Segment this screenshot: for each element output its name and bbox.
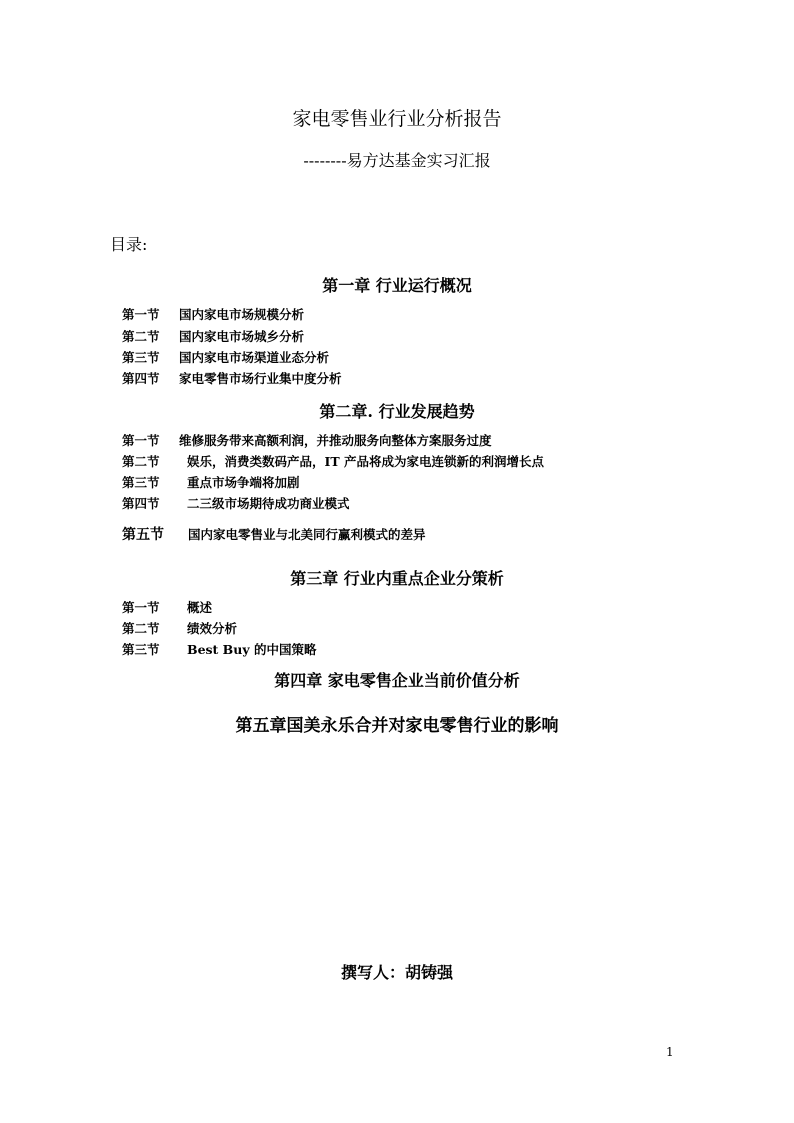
toc-section: [122, 348, 329, 366]
document-title: 家电零售业行业分析报告: [292, 108, 502, 130]
toc-section: [122, 369, 342, 387]
section-number: 第三节: [122, 642, 160, 657]
section-title: 二三级市场期待成功商业模式: [187, 496, 350, 511]
section-number: 第一节: [122, 307, 160, 322]
toc-section: [122, 619, 237, 637]
section-number: 第四节: [122, 371, 160, 386]
section-number: 第二节: [122, 621, 160, 636]
section-title: 绩效分析: [187, 621, 238, 636]
section-title: 家电零售市场行业集中度分析: [179, 371, 342, 386]
section-title: 国内家电市场规模分析: [179, 307, 305, 322]
section-number: 第一节: [122, 600, 160, 615]
toc-label: 目录:: [110, 235, 148, 254]
section-title: 国内家电零售业与北美同行赢利模式的差异: [188, 527, 426, 542]
toc-section: [122, 494, 350, 512]
toc-section: [122, 452, 544, 470]
section-number: 第三节: [122, 475, 160, 490]
chapter-3-title: 第三章 行业内重点企业分策析: [290, 569, 504, 588]
section-title: 维修服务带来高额利润，并推动服务向整体方案服务过度: [179, 433, 492, 448]
author-line: 撰写人：胡铸强: [340, 963, 453, 982]
section-title: 重点市场争端将加剧: [187, 475, 300, 490]
chapter-4-title: 第四章 家电零售企业当前价值分析: [274, 671, 520, 690]
section-number: 第五节: [122, 527, 164, 543]
section-number: 第四节: [122, 496, 160, 511]
page-number: 1: [666, 1045, 674, 1059]
section-number: 第二节: [122, 454, 160, 469]
section-title: 娱乐，消费类数码产品，IT 产品将成为家电连锁新的利润增长点: [187, 454, 545, 469]
section-title: Best Buy 的中国策略: [187, 642, 317, 657]
document-subtitle: --------易方达基金实习汇报: [303, 151, 491, 170]
chapter-2-title: 第二章. 行业发展趋势: [319, 402, 475, 421]
toc-section: [122, 598, 212, 616]
toc-section: [122, 305, 304, 323]
section-number: 第一节: [122, 433, 160, 448]
toc-section: [122, 524, 426, 544]
toc-section: [122, 431, 492, 449]
toc-section: [122, 640, 316, 658]
toc-section: [122, 473, 300, 491]
toc-section: [122, 327, 304, 345]
chapter-5-title: 第五章国美永乐合并对家电零售行业的影响: [235, 716, 559, 736]
section-title: 国内家电市场渠道业态分析: [179, 350, 330, 365]
section-title: 概述: [187, 600, 213, 615]
chapter-1-title: 第一章 行业运行概况: [322, 276, 472, 295]
section-number: 第二节: [122, 329, 160, 344]
section-title: 国内家电市场城乡分析: [179, 329, 305, 344]
section-number: 第三节: [122, 350, 160, 365]
